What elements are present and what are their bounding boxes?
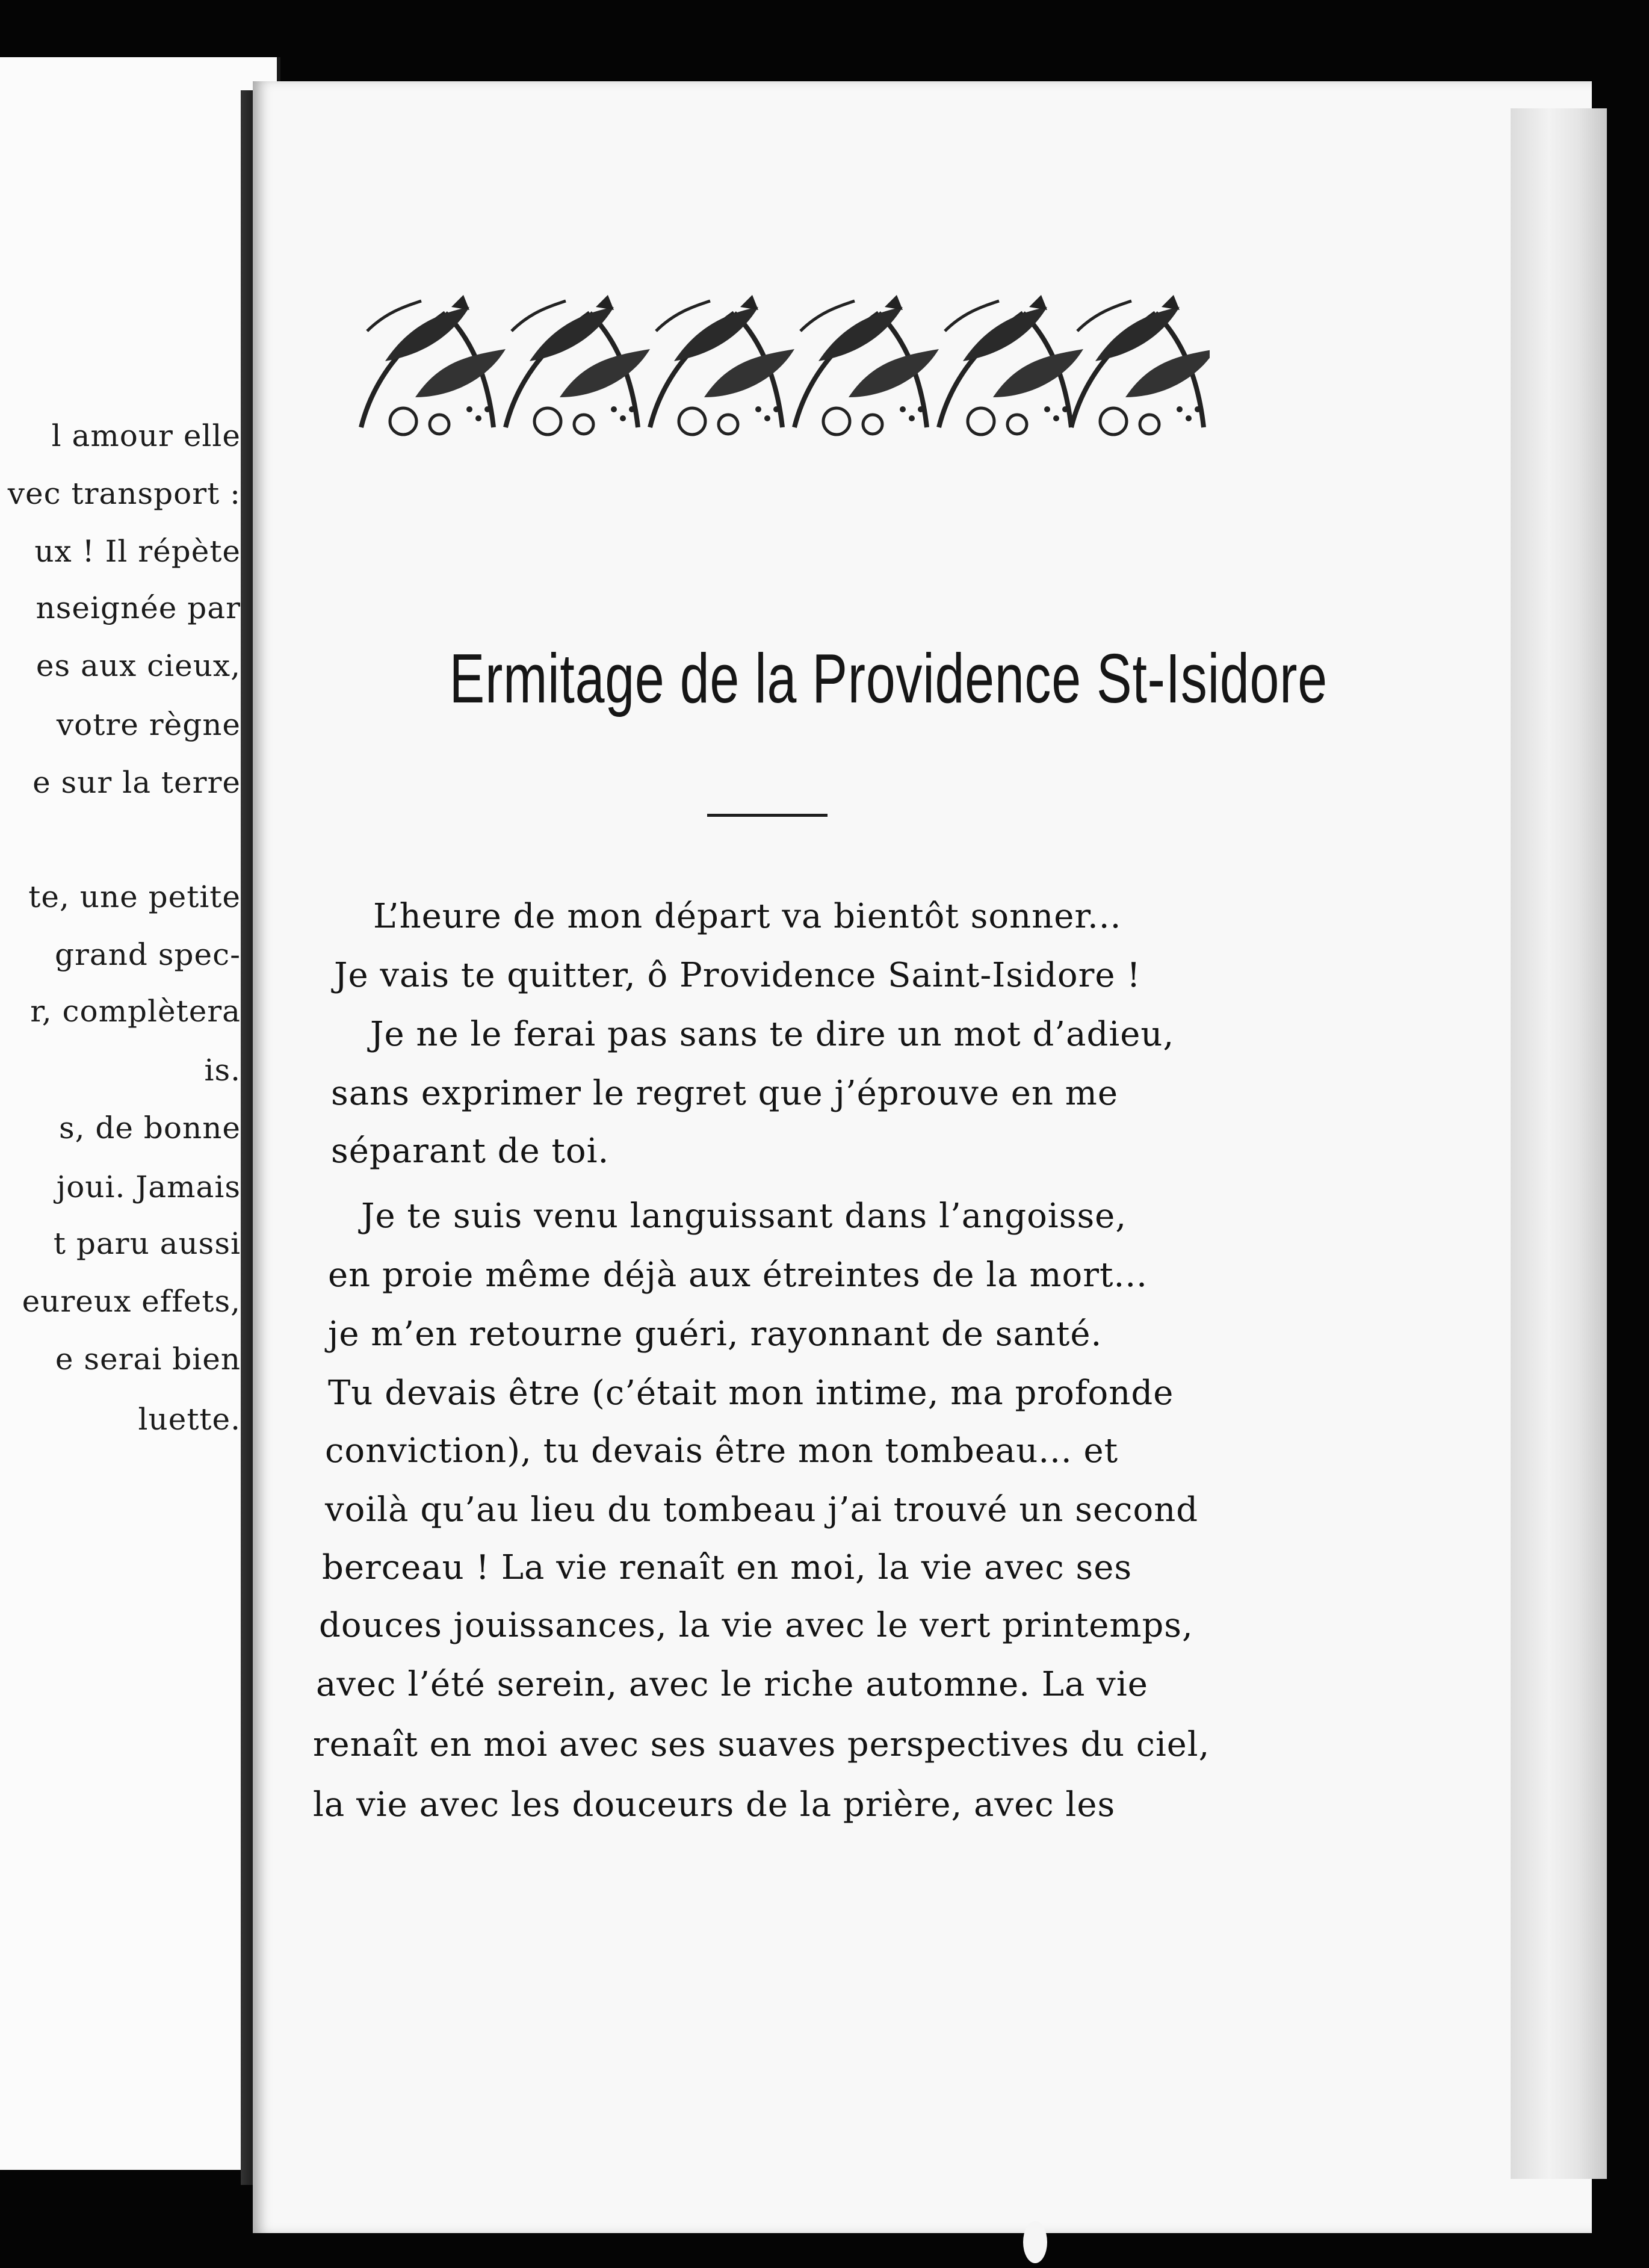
title-rule — [707, 814, 828, 817]
text-line: Je vais te quitter, ô Providence Saint-Isidore ! — [334, 956, 1141, 995]
previous-page-line: ux ! Il répète — [34, 534, 241, 569]
text-line: L’heure de mon départ va bientôt sonner... — [373, 897, 1122, 936]
previous-page-line: eureux effets, — [22, 1284, 241, 1319]
text-line: avec l’été serein, avec le riche automne. La vie — [316, 1665, 1148, 1704]
page-edge — [1511, 108, 1607, 2179]
previous-page-line: te, une petite — [28, 879, 241, 914]
page-title: Ermitage de la Providence St-Isidore — [449, 639, 1328, 717]
text-line: berceau ! La vie renaît en moi, la vie avec ses — [322, 1548, 1133, 1587]
previous-page-line: e serai bien — [55, 1342, 241, 1377]
previous-page-line: vec transport : — [7, 476, 241, 511]
previous-page-line: l amour elle — [51, 418, 241, 453]
previous-page-line: votre règne — [56, 707, 241, 742]
text-line: douces jouissances, la vie avec le vert printemps, — [319, 1606, 1193, 1645]
previous-page-line: es aux cieux, — [36, 648, 241, 683]
scan-artifact — [1023, 2221, 1047, 2263]
text-line: voilà qu’au lieu du tombeau j’ai trouvé un second — [325, 1490, 1199, 1529]
previous-page-line: r, complètera — [30, 994, 241, 1029]
previous-page-line: is. — [204, 1053, 241, 1088]
text-line: séparant de toi. — [331, 1132, 610, 1171]
text-line: je m’en retourne guéri, rayonnant de santé. — [328, 1315, 1103, 1354]
previous-page-line: grand spec- — [55, 937, 241, 972]
text-line: sans exprimer le regret que j’éprouve en me — [331, 1074, 1119, 1113]
ornamental-header-band — [349, 289, 1210, 451]
text-line: renaît en moi avec ses suaves perspectives du ciel, — [313, 1725, 1210, 1764]
text-line: conviction), tu devais être mon tombeau... et — [325, 1431, 1119, 1470]
text-line: Tu devais être (c’était mon intime, ma profonde — [328, 1374, 1174, 1413]
previous-page-line: joui. Jamais — [56, 1170, 241, 1204]
previous-page-fragment — [0, 57, 280, 2170]
text-line: Je te suis venu languissant dans l’angoisse, — [361, 1197, 1127, 1236]
previous-page-line: e sur la terre — [32, 765, 241, 800]
previous-page-line: nseignée par — [36, 590, 241, 625]
text-line: la vie avec les douceurs de la prière, avec les — [313, 1785, 1116, 1824]
previous-page-line: luette. — [138, 1402, 241, 1437]
previous-page-line: t paru aussi — [53, 1226, 241, 1261]
previous-page-line: s, de bonne — [58, 1111, 241, 1145]
text-line: en proie même déjà aux étreintes de la mort... — [328, 1256, 1148, 1295]
text-line: Je ne le ferai pas sans te dire un mot d’adieu, — [370, 1015, 1175, 1054]
